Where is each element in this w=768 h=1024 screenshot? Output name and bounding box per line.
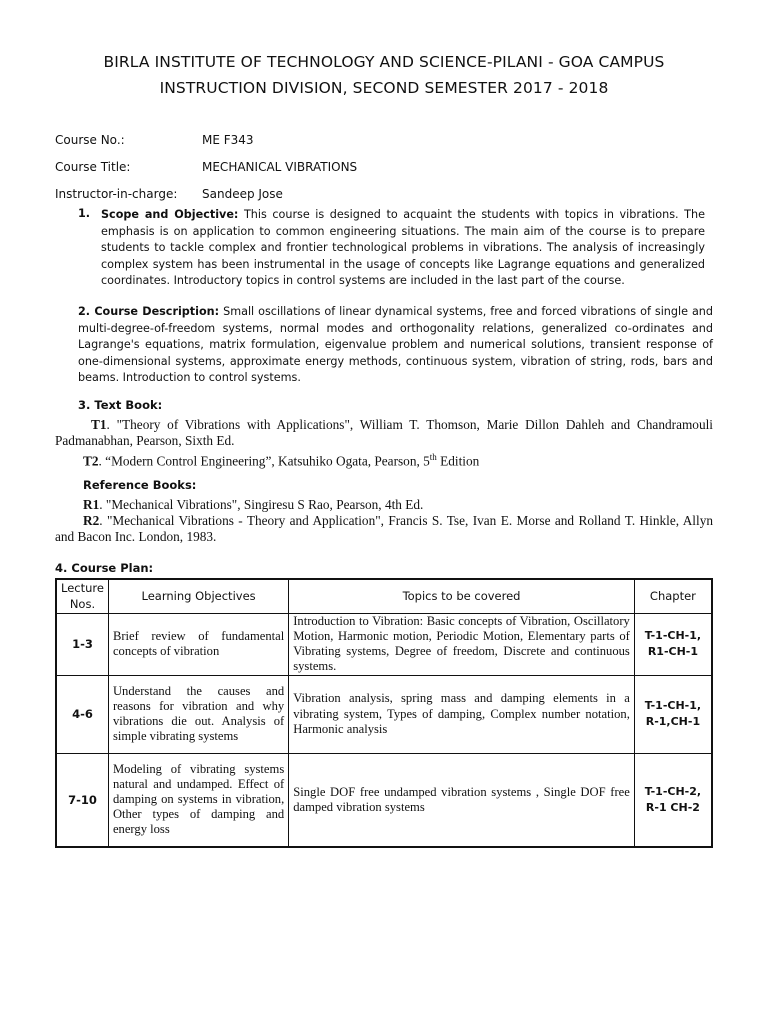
t2-sup: th <box>429 452 437 462</box>
lecture-nos: 7-10 <box>56 753 108 847</box>
topics-covered: Single DOF free undamped vibration systems , Single DOF free damped vibration systems <box>289 753 635 847</box>
col-lecture-nos: Lecture Nos. <box>56 579 108 613</box>
chapter-ref-line1: T-1-CH-1, <box>644 629 702 643</box>
description-section <box>78 304 713 387</box>
chapter-ref-line2: R-1 CH-2 <box>645 800 700 814</box>
col-learning-objectives: Learning Objectives <box>108 579 288 613</box>
learning-objective: Brief review of fundamental concepts of vibration <box>108 613 288 675</box>
course-no-label: Course No.: <box>55 133 125 147</box>
r1-label: R1 <box>83 497 100 512</box>
reference-heading: Reference Books: <box>83 478 197 492</box>
course-plan-table <box>55 578 713 848</box>
t1-text: . "Theory of Vibrations with Applications", William T. Thomson, Marie Dillon Dahleh and Chandramouli Padmanabhan, Pearson, Sixth Ed. <box>55 417 713 448</box>
description-heading: 2. Course Description: <box>78 305 220 318</box>
lecture-nos: 4-6 <box>56 675 108 753</box>
col-chapter: Chapter <box>634 579 712 613</box>
textbook-t2 <box>83 449 713 469</box>
scope-text: This course is designed to acquaint the students with topics in vibrations. The emphasis is on application to common engineering situations. The main aim of the course is to prepare students to tackle complex and frontier technological problems in vibrations. The analysis of increasingly complex system has been instrumental in the usage of concepts like Lagrange equations and generalized coordinates. Introductory topics in control systems are included in the last part of the course. <box>101 208 705 288</box>
scope-heading: Scope and Objective: <box>101 208 239 221</box>
learning-objective: Modeling of vibrating systems natural and undamped. Effect of damping on systems in vibration, Other types of damping and energy loss <box>108 753 288 847</box>
lecture-nos: 1-3 <box>56 613 108 675</box>
col-topics: Topics to be covered <box>289 579 635 613</box>
chapter-ref <box>634 613 712 675</box>
scope-section <box>101 207 705 290</box>
course-no-value: ME F343 <box>202 133 254 147</box>
chapter-ref <box>634 675 712 753</box>
chapter-ref-line2: R-1,CH-1 <box>645 715 701 729</box>
r1-text: . "Mechanical Vibrations", Singiresu S Rao, Pearson, 4th Ed. <box>99 497 424 512</box>
reference-r1 <box>83 497 713 513</box>
chapter-ref <box>634 753 712 847</box>
chapter-ref-line2: R1-CH-1 <box>647 645 699 659</box>
t2-label: T2 <box>83 453 99 469</box>
institute-title: BIRLA INSTITUTE OF TECHNOLOGY AND SCIENCE-PILANI - GOA CAMPUS <box>103 53 665 71</box>
r2-label: R2 <box>83 513 100 528</box>
table-row <box>56 613 712 675</box>
instructor-value: Sandeep Jose <box>202 187 283 201</box>
t2-tail: Edition <box>436 453 480 469</box>
table-row <box>56 675 712 753</box>
course-plan-heading: 4. Course Plan: <box>55 561 154 575</box>
table-header-row <box>56 579 712 613</box>
semester-title: INSTRUCTION DIVISION, SECOND SEMESTER 2017 - 2018 <box>159 79 609 97</box>
chapter-ref-line1: T-1-CH-1, <box>644 699 702 713</box>
scope-number: 1. <box>78 207 91 220</box>
textbook-t1 <box>55 417 713 449</box>
t1-label: T1 <box>91 417 107 432</box>
table-row <box>56 753 712 847</box>
course-title-label: Course Title: <box>55 160 131 174</box>
reference-r2 <box>55 513 713 545</box>
learning-objective: Understand the causes and reasons for vibration and why vibrations die out. Analysis of simple vibrating systems <box>108 675 288 753</box>
r2-text: . "Mechanical Vibrations - Theory and Application", Francis S. Tse, Ivan E. Morse and Rolland T. Hinkle, Allyn and Bacon Inc. London, 1983. <box>55 513 713 544</box>
textbook-heading: 3. Text Book: <box>78 398 163 412</box>
t2-text: . “Modern Control Engineering”, Katsuhiko Ogata, Pearson, 5 <box>98 453 430 469</box>
chapter-ref-line1: T-1-CH-2, <box>644 784 702 798</box>
description-text: Small oscillations of linear dynamical systems, free and forced vibrations of single and multi-degree-of-freedom systems, normal modes and orthogonality relations, generalized co-ordinates and Lagrange's equations, matrix formulation, eigenvalue problem and numerical solutions, transient response of one-dimensional systems, approximate energy methods, continuous system, vibration of string, rods, bars and beams. Introduction to control systems. <box>78 305 714 385</box>
course-title-value: MECHANICAL VIBRATIONS <box>202 160 358 174</box>
topics-covered: Vibration analysis, spring mass and damping elements in a vibrating system, Types of damping, Complex number notation, Harmonic analysis <box>289 675 635 753</box>
instructor-label: Instructor-in-charge: <box>55 187 178 201</box>
topics-covered: Introduction to Vibration: Basic concepts of Vibration, Oscillatory Motion, Harmonic motion, Periodic Motion, Elementary parts of Vibrating systems, Degree of freedom, Discrete and continuous systems. <box>289 613 635 675</box>
